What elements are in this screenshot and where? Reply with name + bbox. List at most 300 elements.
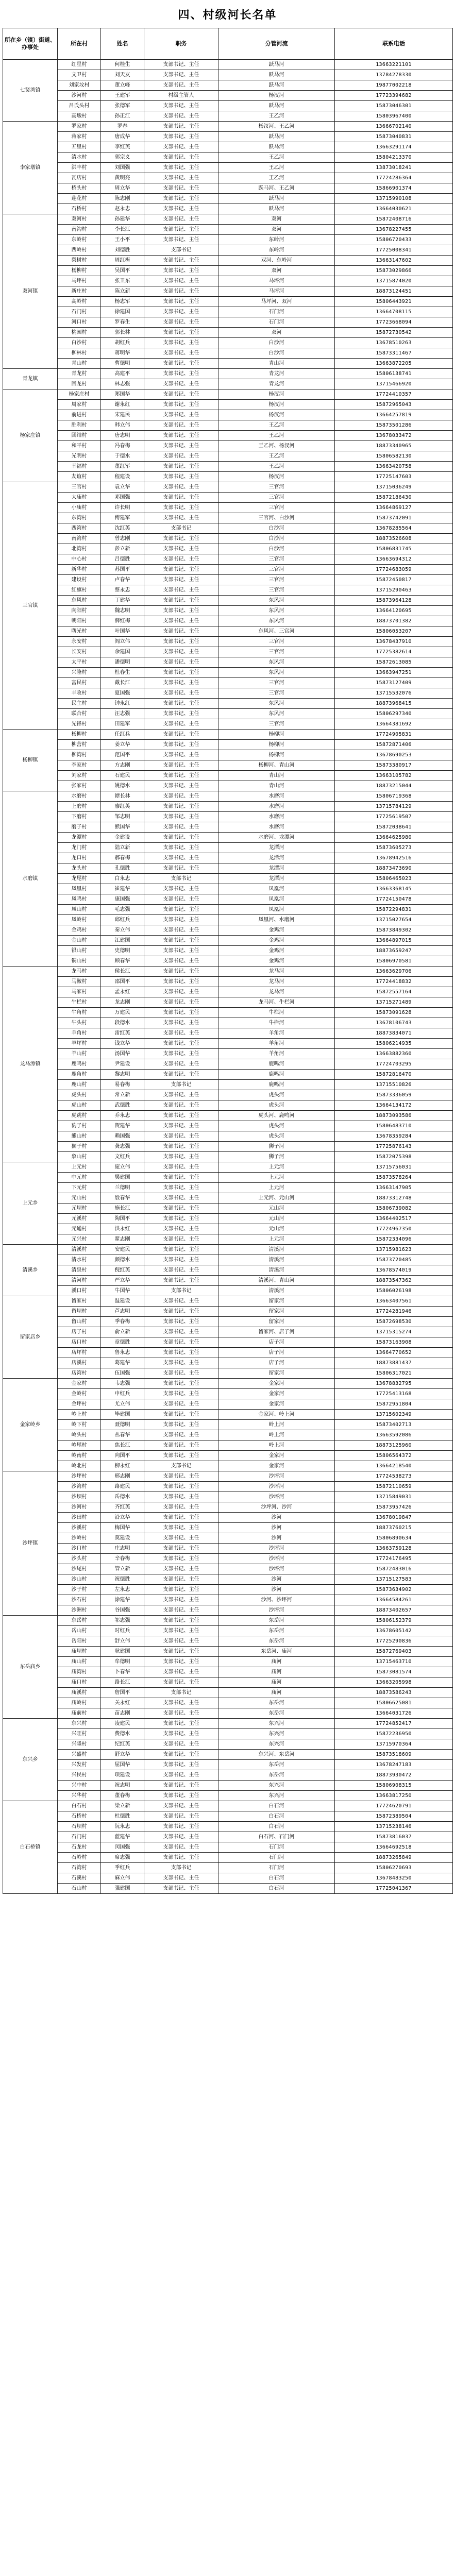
- table-row: [3, 523, 453, 534]
- town-cell: 留家店乡: [3, 1296, 58, 1379]
- table-row: [3, 699, 453, 709]
- table-row: [3, 482, 453, 493]
- village-cell: 店湾村: [58, 1368, 101, 1379]
- phone-cell: 15806564372: [335, 1451, 453, 1461]
- phone-cell: 18873760215: [335, 1523, 453, 1533]
- position-cell: 支部书记、主任: [144, 1059, 218, 1070]
- position-cell: 支部书记、主任: [144, 1440, 218, 1451]
- river-cell: 跃马河: [218, 101, 335, 111]
- position-cell: 支部书记: [144, 1461, 218, 1471]
- village-cell: 元溪村: [58, 1214, 101, 1224]
- village-cell: 东岭村: [58, 235, 101, 245]
- phone-cell: 15873720485: [335, 1255, 453, 1265]
- village-cell: 兴中村: [58, 1781, 101, 1791]
- river-cell: 东风河: [218, 709, 335, 719]
- river-cell: 沙坪河: [218, 1492, 335, 1502]
- name-cell: 洪永红: [101, 1224, 144, 1234]
- village-cell: 铜山村: [58, 956, 101, 967]
- phone-cell: 18873093586: [335, 1111, 453, 1121]
- position-cell: 支部书记、主任: [144, 1430, 218, 1440]
- phone-cell: 15806270693: [335, 1863, 453, 1873]
- position-cell: 支部书记、主任: [144, 235, 218, 245]
- table-row: [3, 1842, 453, 1853]
- name-cell: 孟永红: [101, 987, 144, 997]
- river-cell: 水磨河、龙潭河: [218, 833, 335, 843]
- position-cell: 支部书记、主任: [144, 503, 218, 513]
- village-cell: 联合村: [58, 709, 101, 719]
- name-cell: 邢志刚: [101, 1471, 144, 1482]
- position-cell: 支部书记、主任: [144, 214, 218, 225]
- phone-cell: 15873029866: [335, 266, 453, 276]
- village-cell: 大庙村: [58, 493, 101, 503]
- position-cell: 支部书记、主任: [144, 369, 218, 379]
- position-cell: 支部书记、主任: [144, 534, 218, 544]
- position-cell: 支部书记、主任: [144, 1070, 218, 1080]
- village-cell: 金鸡村: [58, 925, 101, 936]
- name-cell: 韩立伟: [101, 420, 144, 431]
- river-cell: 鹿鸣河: [218, 1059, 335, 1070]
- name-cell: 陈志刚: [101, 194, 144, 204]
- phone-cell: 17724150478: [335, 894, 453, 905]
- river-cell: 白石河: [218, 1822, 335, 1832]
- name-cell: 詹国平: [101, 1688, 144, 1698]
- phone-cell: 13663694312: [335, 554, 453, 565]
- table-row: [3, 946, 453, 956]
- river-cell: 马坪河、双河: [218, 297, 335, 307]
- position-cell: 支部书记、主任: [144, 256, 218, 266]
- table-row: [3, 1059, 453, 1070]
- name-cell: 章德胜: [101, 1337, 144, 1348]
- table-row: [3, 822, 453, 833]
- table-row: [3, 328, 453, 338]
- village-cell: 沙头村: [58, 1554, 101, 1564]
- river-cell: 虎头河、鹿鸣河: [218, 1111, 335, 1121]
- table-row: [3, 338, 453, 348]
- position-cell: 支部书记、主任: [144, 1513, 218, 1523]
- phone-cell: 13715466920: [335, 379, 453, 389]
- village-cell: 曙光村: [58, 626, 101, 637]
- village-cell: 留坝村: [58, 1307, 101, 1317]
- phone-cell: 17724703295: [335, 1059, 453, 1070]
- river-cell: 杨柳河: [218, 750, 335, 760]
- river-cell: 沙坪河、沙河: [218, 1502, 335, 1513]
- phone-cell: 15873091628: [335, 1008, 453, 1018]
- village-cell: 店子村: [58, 1327, 101, 1337]
- position-cell: 支部书记、主任: [144, 544, 218, 554]
- phone-cell: 18873215044: [335, 781, 453, 791]
- river-cell: 王乙河、杨汊河: [218, 441, 335, 451]
- river-cell: 三官河: [218, 493, 335, 503]
- phone-cell: 15872816470: [335, 1070, 453, 1080]
- village-cell: 龙潭村: [58, 833, 101, 843]
- village-cell: 水磨村: [58, 791, 101, 802]
- name-cell: 聂德明: [101, 1420, 144, 1430]
- position-cell: 支部书记、主任: [144, 626, 218, 637]
- phone-cell: 15872965043: [335, 400, 453, 410]
- village-cell: 清溪村: [58, 1245, 101, 1255]
- table-row: [3, 1770, 453, 1781]
- river-cell: 跃马河: [218, 60, 335, 70]
- river-cell: 王乙河: [218, 462, 335, 472]
- village-cell: 石坝村: [58, 1822, 101, 1832]
- village-cell: 桥头村: [58, 183, 101, 194]
- table-row: [3, 977, 453, 987]
- name-cell: 孙建华: [101, 214, 144, 225]
- position-cell: 支部书记、主任: [144, 688, 218, 699]
- position-cell: 支部书记、主任: [144, 1626, 218, 1636]
- table-row: [3, 1760, 453, 1770]
- position-cell: 支部书记、主任: [144, 1842, 218, 1853]
- phone-cell: 18873659247: [335, 946, 453, 956]
- river-cell: 上元河、元山河: [218, 1193, 335, 1204]
- river-cell: 东兴河、东岳河: [218, 1750, 335, 1760]
- river-cell: 金家河: [218, 1451, 335, 1461]
- phone-cell: 13715463710: [335, 1657, 453, 1667]
- position-cell: 支部书记、主任: [144, 1410, 218, 1420]
- name-cell: 谭长林: [101, 791, 144, 802]
- table-row: [3, 1811, 453, 1822]
- village-cell: 龙头村: [58, 863, 101, 874]
- river-cell: 杨汊河: [218, 400, 335, 410]
- table-row: [3, 637, 453, 647]
- position-cell: 支部书记、主任: [144, 668, 218, 678]
- table-row: [3, 1286, 453, 1296]
- table-row: [3, 585, 453, 596]
- position-cell: 支部书记、主任: [144, 1049, 218, 1059]
- river-cell: 庙河: [218, 1688, 335, 1698]
- phone-cell: 13678285564: [335, 523, 453, 534]
- position-cell: 支部书记、主任: [144, 1667, 218, 1677]
- table-row: [3, 1337, 453, 1348]
- name-cell: 戴长江: [101, 678, 144, 688]
- table-row: [3, 1162, 453, 1173]
- village-cell: 豹子村: [58, 1121, 101, 1131]
- phone-cell: 13664584261: [335, 1595, 453, 1605]
- position-cell: 支部书记、主任: [144, 1801, 218, 1811]
- river-cell: 跃马河: [218, 70, 335, 80]
- phone-cell: 15806465023: [335, 874, 453, 884]
- position-cell: 支部书记: [144, 523, 218, 534]
- river-cell: 沙河: [218, 1513, 335, 1523]
- river-cell: 店子河: [218, 1358, 335, 1368]
- name-cell: 白永忠: [101, 874, 144, 884]
- header-name: 姓名: [101, 28, 144, 60]
- table-row: [3, 60, 453, 70]
- position-cell: 支部书记、主任: [144, 1853, 218, 1863]
- table-row: [3, 1307, 453, 1317]
- table-row: [3, 214, 453, 225]
- river-cell: 凤凰河: [218, 894, 335, 905]
- name-cell: 毛志强: [101, 905, 144, 915]
- position-cell: 支部书记、主任: [144, 420, 218, 431]
- phone-cell: 15806970581: [335, 956, 453, 967]
- village-cell: 店溪村: [58, 1358, 101, 1368]
- village-cell: 龙马村: [58, 967, 101, 977]
- position-cell: 支部书记、主任: [144, 1142, 218, 1152]
- name-cell: 蓝建华: [101, 1832, 144, 1842]
- phone-cell: 13715990108: [335, 194, 453, 204]
- river-cell: 上元河: [218, 1173, 335, 1183]
- name-cell: 李长江: [101, 225, 144, 235]
- table-row: [3, 1626, 453, 1636]
- phone-cell: 17723394682: [335, 91, 453, 101]
- name-cell: 耿建国: [101, 1647, 144, 1657]
- village-cell: 熊山村: [58, 1131, 101, 1142]
- phone-cell: 15806026198: [335, 1286, 453, 1296]
- river-cell: 店子河: [218, 1337, 335, 1348]
- table-row: [3, 70, 453, 80]
- village-cell: 中元村: [58, 1173, 101, 1183]
- table-row: [3, 554, 453, 565]
- phone-cell: 13715532076: [335, 688, 453, 699]
- table-row: [3, 389, 453, 400]
- village-cell: 永安村: [58, 637, 101, 647]
- name-cell: 康国强: [101, 894, 144, 905]
- position-cell: 支部书记、主任: [144, 80, 218, 91]
- village-cell: 银山村: [58, 946, 101, 956]
- position-cell: 支部书记、主任: [144, 328, 218, 338]
- position-cell: 支部书记、主任: [144, 225, 218, 235]
- name-cell: 曹德明: [101, 359, 144, 369]
- position-cell: 支部书记、主任: [144, 163, 218, 173]
- river-cell: 金家河: [218, 1399, 335, 1410]
- position-cell: 支部书记、主任: [144, 451, 218, 462]
- table-row: [3, 1791, 453, 1801]
- position-cell: 支部书记、主任: [144, 1028, 218, 1039]
- phone-cell: 15872483016: [335, 1564, 453, 1574]
- phone-cell: 15872450817: [335, 575, 453, 585]
- position-cell: 支部书记、主任: [144, 389, 218, 400]
- position-cell: 支部书记、主任: [144, 894, 218, 905]
- table-row: [3, 1368, 453, 1379]
- town-cell: 三官镇: [3, 482, 58, 730]
- village-cell: 羊坪村: [58, 1039, 101, 1049]
- village-cell: 朝阳村: [58, 616, 101, 626]
- name-cell: 焦长江: [101, 1440, 144, 1451]
- river-cell: 元山河: [218, 1204, 335, 1214]
- village-cell: 清泉村: [58, 1265, 101, 1276]
- river-cell: 杨柳河: [218, 730, 335, 740]
- river-cell: 岭上河: [218, 1430, 335, 1440]
- river-cell: 王乙河: [218, 152, 335, 163]
- phone-cell: 15806582130: [335, 451, 453, 462]
- river-cell: 沙坪河: [218, 1482, 335, 1492]
- phone-cell: 13663947251: [335, 668, 453, 678]
- position-cell: 支部书记、主任: [144, 1204, 218, 1214]
- phone-cell: 18873265849: [335, 1853, 453, 1863]
- river-cell: 马坪河: [218, 286, 335, 297]
- phone-cell: 13678942516: [335, 853, 453, 863]
- position-cell: 支部书记、主任: [144, 297, 218, 307]
- position-cell: 支部书记、主任: [144, 1595, 218, 1605]
- village-cell: 杨柳村: [58, 730, 101, 740]
- village-cell: 周家村: [58, 400, 101, 410]
- table-row: [3, 740, 453, 750]
- table-row: [3, 317, 453, 328]
- position-cell: 支部书记: [144, 245, 218, 256]
- river-cell: 沙坪河: [218, 1564, 335, 1574]
- name-cell: 余建国: [101, 647, 144, 657]
- phone-cell: 15806720433: [335, 235, 453, 245]
- phone-cell: 13664030621: [335, 204, 453, 214]
- river-cell: 石门河: [218, 1842, 335, 1853]
- village-cell: 杨家庄村: [58, 389, 101, 400]
- river-cell: 白沙河: [218, 523, 335, 534]
- table-row: [3, 1327, 453, 1337]
- position-cell: 支部书记、主任: [144, 1822, 218, 1832]
- table-row: [3, 1296, 453, 1307]
- name-cell: 雷红英: [101, 1028, 144, 1039]
- river-cell: 金鸡河: [218, 936, 335, 946]
- table-row: [3, 1677, 453, 1688]
- name-cell: 张德军: [101, 101, 144, 111]
- table-row: [3, 709, 453, 719]
- phone-cell: 15872408716: [335, 214, 453, 225]
- name-cell: 王小平: [101, 235, 144, 245]
- name-cell: 丛春华: [101, 1430, 144, 1440]
- village-cell: 岳阳村: [58, 1636, 101, 1647]
- river-cell: 双河、东岭河: [218, 256, 335, 266]
- table-row: [3, 802, 453, 812]
- name-cell: 顾春华: [101, 956, 144, 967]
- river-cell: 凤凰河: [218, 905, 335, 915]
- position-cell: 支部书记、主任: [144, 647, 218, 657]
- village-cell: 李家村: [58, 760, 101, 771]
- river-cell: 跃马河: [218, 132, 335, 142]
- river-cell: 水磨河: [218, 791, 335, 802]
- village-cell: 石龙村: [58, 1842, 101, 1853]
- phone-cell: 13678605142: [335, 1626, 453, 1636]
- position-cell: 支部书记、主任: [144, 513, 218, 523]
- village-cell: 上磨村: [58, 802, 101, 812]
- phone-cell: 15866901374: [335, 183, 453, 194]
- table-row: [3, 1080, 453, 1090]
- table-row: [3, 678, 453, 688]
- name-cell: 麻立伟: [101, 1873, 144, 1884]
- town-cell: 东兴乡: [3, 1719, 58, 1801]
- village-cell: 溪口村: [58, 1286, 101, 1296]
- name-cell: 龚志强: [101, 1142, 144, 1152]
- position-cell: 支部书记、主任: [144, 915, 218, 925]
- table-row: [3, 420, 453, 431]
- phone-cell: 15872038641: [335, 822, 453, 833]
- river-cell: 留家河、店子河: [218, 1327, 335, 1337]
- river-cell: 金鸡河: [218, 946, 335, 956]
- phone-cell: 13715027654: [335, 915, 453, 925]
- village-cell: 幸福村: [58, 462, 101, 472]
- river-cell: 清溪河: [218, 1286, 335, 1296]
- river-cell: 鹿鸣河: [218, 1070, 335, 1080]
- river-cell: 双河: [218, 328, 335, 338]
- table-row: [3, 276, 453, 286]
- position-cell: 支部书记、主任: [144, 678, 218, 688]
- name-cell: 郭长林: [101, 328, 144, 338]
- name-cell: 江建国: [101, 936, 144, 946]
- village-cell: 沙岭村: [58, 1533, 101, 1544]
- position-cell: 支部书记、主任: [144, 1193, 218, 1204]
- river-cell: 牛栏河: [218, 1018, 335, 1028]
- phone-cell: 13678437910: [335, 637, 453, 647]
- phone-cell: 13664402517: [335, 1214, 453, 1224]
- name-cell: 项建设: [101, 1770, 144, 1781]
- table-row: [3, 688, 453, 699]
- position-cell: 支部书记、主任: [144, 1162, 218, 1173]
- phone-cell: 18873340965: [335, 441, 453, 451]
- river-cell: 杨柳河、青山河: [218, 760, 335, 771]
- river-cell: 金家河: [218, 1379, 335, 1389]
- name-cell: 费德水: [101, 1729, 144, 1739]
- name-cell: 伍国强: [101, 1368, 144, 1379]
- phone-cell: 13664692518: [335, 1842, 453, 1853]
- river-cell: 龙马河: [218, 977, 335, 987]
- header-position: 职务: [144, 28, 218, 60]
- phone-cell: 13663105782: [335, 771, 453, 781]
- document-title: 四、村级河长名单: [178, 8, 277, 22]
- name-cell: 邹志明: [101, 812, 144, 822]
- name-cell: 熊国华: [101, 822, 144, 833]
- phone-cell: 13663872205: [335, 359, 453, 369]
- town-cell: 李家墩镇: [3, 122, 58, 214]
- village-cell: 虎跳村: [58, 1111, 101, 1121]
- name-cell: 兰德明: [101, 1183, 144, 1193]
- phone-cell: 15804213370: [335, 152, 453, 163]
- name-cell: 施长江: [101, 1204, 144, 1214]
- river-cell: 青山河: [218, 771, 335, 781]
- name-cell: 吴国平: [101, 266, 144, 276]
- river-cell: 东岳河: [218, 1616, 335, 1626]
- table-row: [3, 894, 453, 905]
- position-cell: 支部书记、主任: [144, 1482, 218, 1492]
- table-row: [3, 565, 453, 575]
- phone-cell: 13678510263: [335, 338, 453, 348]
- village-cell: 东湾村: [58, 513, 101, 523]
- river-cell: 白沙河: [218, 544, 335, 554]
- table-row: [3, 297, 453, 307]
- phone-cell: 15872698530: [335, 1317, 453, 1327]
- village-cell: 店口村: [58, 1337, 101, 1348]
- village-cell: 龙尾村: [58, 874, 101, 884]
- table-row: [3, 668, 453, 678]
- table-row: [3, 1595, 453, 1605]
- position-cell: 支部书记、主任: [144, 1770, 218, 1781]
- name-cell: 周红梅: [101, 256, 144, 266]
- position-cell: 支部书记、主任: [144, 565, 218, 575]
- town-cell: 上元乡: [3, 1162, 58, 1245]
- river-cell: 王乙河: [218, 173, 335, 183]
- river-cell: 白石河: [218, 1884, 335, 1894]
- river-cell: 三官河: [218, 503, 335, 513]
- table-row: [3, 80, 453, 91]
- table-row: [3, 1183, 453, 1193]
- village-cell: 兴隆村: [58, 668, 101, 678]
- table-row: [3, 348, 453, 359]
- river-chief-table: [3, 28, 453, 1894]
- table-row: [3, 1111, 453, 1121]
- phone-cell: 15872389504: [335, 1811, 453, 1822]
- village-cell: 柳林村: [58, 348, 101, 359]
- village-cell: 石桥村: [58, 204, 101, 214]
- river-cell: 羊角河: [218, 1028, 335, 1039]
- village-cell: 梨树村: [58, 256, 101, 266]
- village-cell: 元坝村: [58, 1204, 101, 1214]
- phone-cell: 18873473690: [335, 863, 453, 874]
- name-cell: 薛红梅: [101, 616, 144, 626]
- village-cell: 丰收村: [58, 688, 101, 699]
- river-cell: 狮子河: [218, 1152, 335, 1162]
- position-cell: 支部书记、主任: [144, 1554, 218, 1564]
- village-cell: 沙石村: [58, 1595, 101, 1605]
- position-cell: 支部书记、主任: [144, 575, 218, 585]
